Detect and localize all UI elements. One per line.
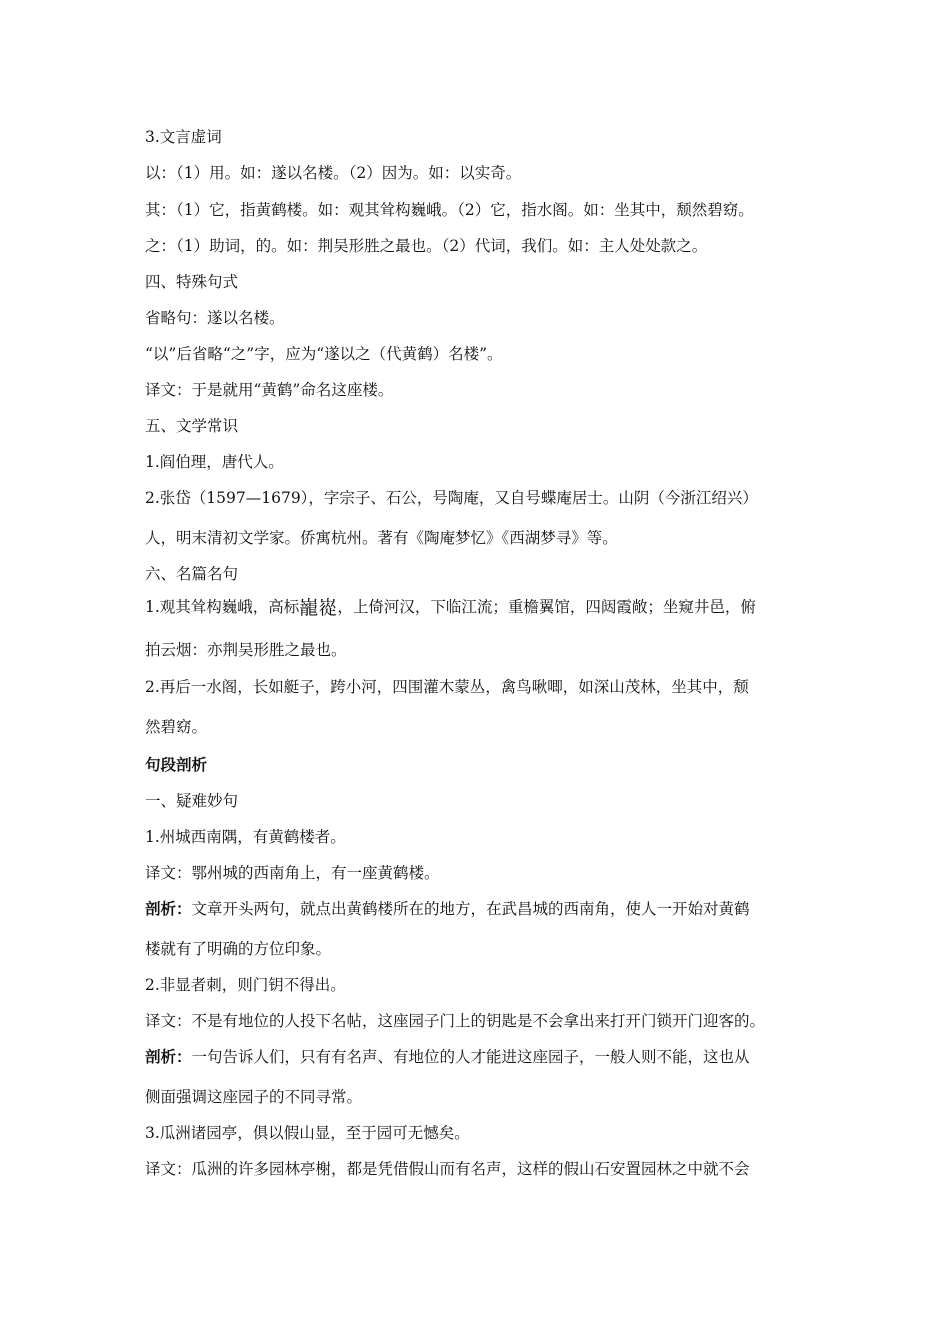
text-segment: 文章开头两句，就点出黄鹤楼所在的地方，在武昌城的西南角，使人一开始对黄鹤 xyxy=(191,900,750,918)
text-line: 以：（1）用。如：遂以名楼。（2）因为。如：以实奇。 xyxy=(145,164,522,182)
section-title-analysis: 句段剖析 xyxy=(145,756,208,774)
text-line: 其：（1）它，指黄鹤楼。如：观其耸构巍峨。（2）它，指水阁。如：坐其中，颓然碧窈。 xyxy=(145,201,754,219)
text-line: 省略句：遂以名楼。 xyxy=(145,309,285,327)
section-heading-literary-knowledge: 五、文学常识 xyxy=(145,417,239,435)
text-line: 译文：鄂州城的西南角上，有一座黄鹤楼。 xyxy=(145,864,440,882)
text-line: 楼就有了明确的方位印象。 xyxy=(145,940,332,958)
text-line: 译文：于是就用“黄鹤”命名这座楼。 xyxy=(145,381,394,399)
text-line: “以”后省略“之”字，应为“遂以之（代黄鹤）名楼”。 xyxy=(145,345,503,363)
section-heading-difficult-sentences: 一、疑难妙句 xyxy=(145,792,239,810)
section-heading-special-sentences: 四、特殊句式 xyxy=(145,273,239,291)
text-segment: 一句告诉人们，只有有名声、有地位的人才能进这座园子，一般人则不能，这也从 xyxy=(191,1048,750,1066)
heading-function-words: 3.文言虚词 xyxy=(145,128,222,146)
text-line: 1.州城西南隅，有黄鹤楼者。 xyxy=(145,828,346,846)
text-line: 然碧窈。 xyxy=(145,718,208,736)
text-line: 1.阎伯理，唐代人。 xyxy=(145,453,284,471)
text-line: 译文：瓜洲的许多园林亭榭，都是凭借假山而有名声，这样的假山石安置园林之中就不会 xyxy=(145,1160,750,1178)
text-line: 之：（1）助词，的。如：荆吴形胜之最也。（2）代词，我们。如：主人处处款之。 xyxy=(145,237,708,255)
text-line: 3.瓜洲诸园亭，俱以假山显，至于园可无憾矣。 xyxy=(145,1124,470,1142)
text-line: 侧面强调这座园子的不同寻常。 xyxy=(145,1088,363,1106)
text-segment-large: 巃嵸 xyxy=(299,597,338,617)
text-line: 人，明末清初文学家。侨寓杭州。著有《陶庵梦忆》《西湖梦寻》等。 xyxy=(145,529,618,547)
text-segment: ，上倚河汉，下临江流；重檐翼馆，四闼霞敞；坐窥井邑，俯 xyxy=(337,598,756,616)
text-line xyxy=(145,1047,825,1067)
analysis-label: 剖析： xyxy=(145,900,192,918)
text-line xyxy=(145,899,825,919)
section-heading-famous-lines: 六、名篇名句 xyxy=(145,565,239,583)
text-line: 2.再后一水阁，长如艇子，跨小河，四围灌木蒙丛，禽鸟啾唧，如深山茂林，坐其中，颓 xyxy=(145,678,749,696)
text-line: 拍云烟：亦荆吴形胜之最也。 xyxy=(145,641,347,659)
text-line: 译文：不是有地位的人投下名帖，这座园子门上的钥匙是不会拿出来打开门锁开门迎客的。 xyxy=(145,1012,766,1030)
text-line xyxy=(145,596,825,617)
text-line: 2.张岱（1597—1679），字宗子、石公，号陶庵，又自号蝶庵居士。山阴（今浙江绍兴） xyxy=(145,489,758,507)
text-line: 2.非显者刺，则门钥不得出。 xyxy=(145,976,346,994)
text-segment: 1.观其耸构巍峨，高标 xyxy=(145,598,300,616)
analysis-label: 剖析： xyxy=(145,1048,192,1066)
